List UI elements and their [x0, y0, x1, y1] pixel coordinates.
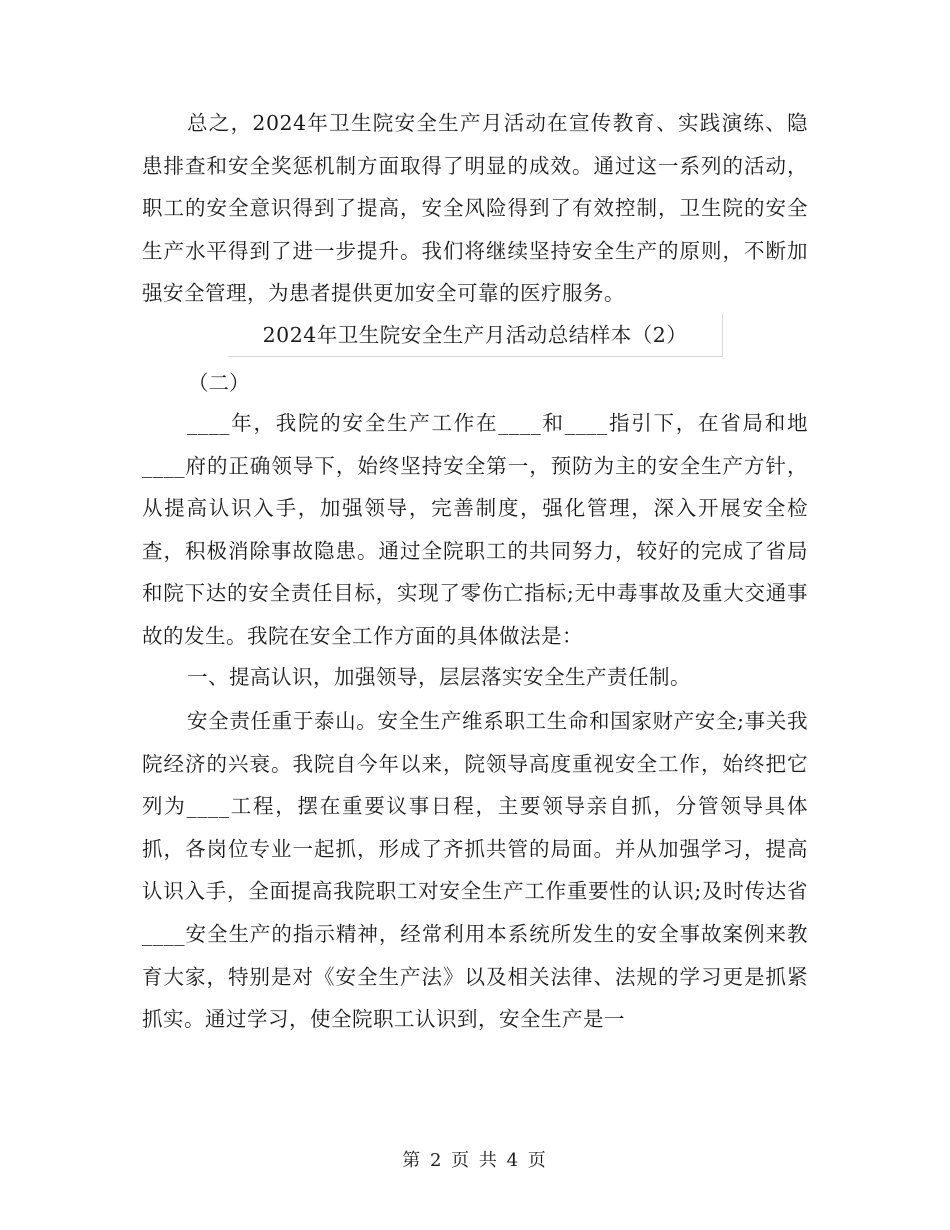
section-title: 2024年卫生院安全生产月活动总结样本（2）	[228, 314, 723, 357]
page-footer: 第 2 页 共 4 页	[402, 1150, 548, 1171]
subsection-label: （二）	[188, 371, 250, 395]
body-paragraph-safety: 安全责任重于泰山。安全生产维系职工生命和国家财产安全;事关我院经济的兴衰。我院自今年以来，院领导高度重视安全工作，始终把它列为____工程，摆在重要议事日程，主要领导亲自抓，分管领导具体抓，各岗位专业一起抓，形成了齐抓共管的局面。并从加强学习，提高认识入手，全面提高我院职工对安全生产工作重要性的认识;及时传达省____安全生产的指示精神，经常利用本系统所发生的安全事故案例来教育大家，特别是对《安全生产法》以及相关法律、法规的学习更是抓紧抓实。通过学习，使全院职工认识到，安全生产是一	[142, 709, 808, 1032]
body-paragraph-intro: ____年，我院的安全生产工作在____和____指引下，在省局和地____府的正确领导下，始终坚持安全第一，预防为主的安全生产方针，从提高认识入手，加强领导，完善制度，强化管理，深入开展安全检查，积极消除事故隐患。通过全院职工的共同努力，较好的完成了省局和院下达的安全责任目标，实现了零伤亡指标;无中毒事故及重大交通事故的发生。我院在安全工作方面的具体做法是：	[142, 411, 808, 648]
conclusion-paragraph: 总之，2024年卫生院安全生产月活动在宣传教育、实践演练、隐患排查和安全奖惩机制方面取得了明显的成效。通过这一系列的活动，职工的安全意识得到了提高，安全风险得到了有效控制，卫生院的安全生产水平得到了进一步提升。我们将继续坚持安全生产的原则，不断加强安全管理，为患者提供更加安全可靠的医疗服务。	[142, 111, 808, 306]
body-heading-one: 一、提高认识，加强领导，层层落实安全生产责任制。	[187, 665, 691, 689]
